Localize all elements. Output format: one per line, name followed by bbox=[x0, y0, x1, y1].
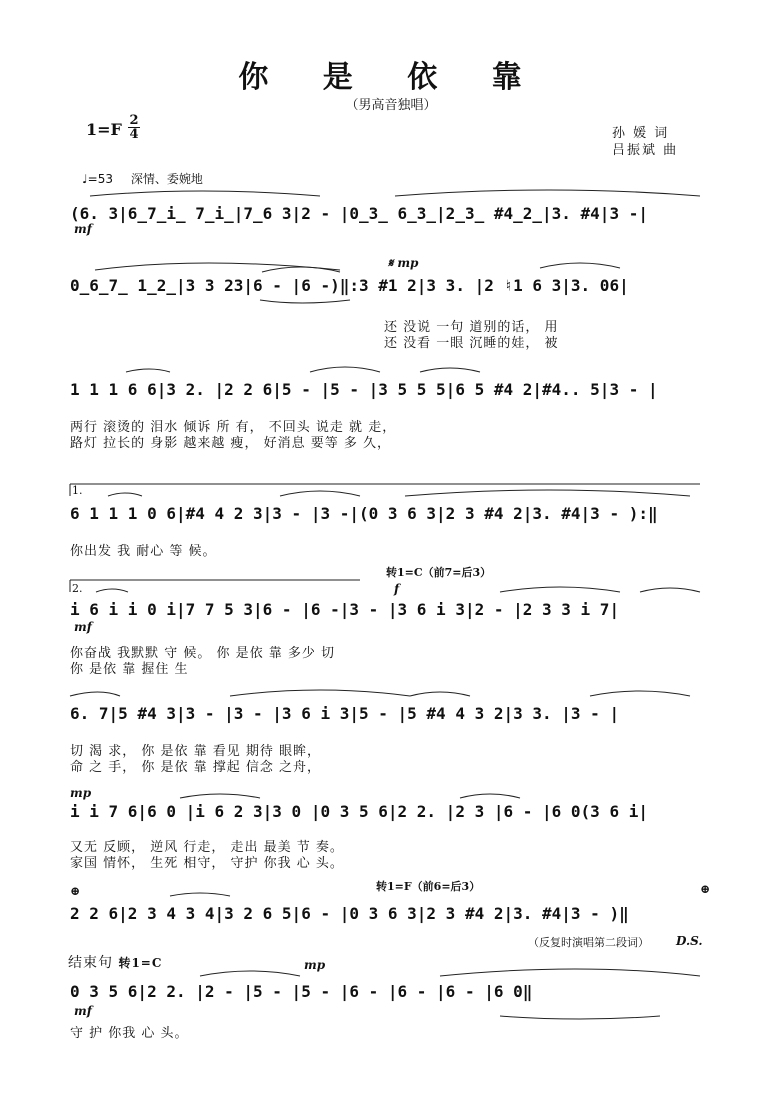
music-row-8: 2 2 6|2 3 4 3 4|3 2 6 5|6 - |0 3 6 3|2 3 #4 2|3. #4|3 - )‖ bbox=[70, 904, 629, 923]
dim-hairpin bbox=[260, 300, 350, 303]
dynamic-mp: mp bbox=[397, 256, 419, 270]
expression-text: 深情、委婉地 bbox=[130, 172, 203, 186]
coda-icon: ⊕ bbox=[70, 884, 81, 898]
dynamic-mp-2: mp bbox=[70, 786, 92, 800]
dynamic-mf: mf bbox=[74, 222, 92, 236]
lyric-row-9: 守 护 你我 心 头。 bbox=[70, 1026, 189, 1041]
slur-17 bbox=[170, 893, 230, 896]
tempo-mark bbox=[82, 170, 203, 187]
ending-label-text: 结束句 bbox=[68, 955, 113, 971]
tie-4 bbox=[410, 692, 470, 696]
music-row-5: i 6 i i 0 i|7 7 5 3|6 - |6 -|3 - |3 6 i 3|2 - |2 3 3 i 7| bbox=[70, 600, 620, 619]
volta-1: 1. bbox=[72, 484, 83, 497]
slur-14 bbox=[590, 691, 690, 696]
lyric-row-5b: 你 是依 靠 握住 生 bbox=[70, 662, 189, 677]
ending-label bbox=[68, 952, 162, 972]
music-row-6: 6. 7|5 #4 3|3 - |3 - |3 6 i 3|5 - |5 #4 4 3 2|3 3. |3 - | bbox=[70, 704, 620, 723]
slur-12 bbox=[70, 692, 120, 696]
dim-hairpin-2 bbox=[500, 1016, 660, 1019]
music-row-2: 0̲6̲7̲ 1̲2̲|3 3 23|6 - |6 -)‖:3 #1 2|3 3. |2 ♮1 6 3|3. 06| bbox=[70, 276, 629, 295]
lyric-row-3a: 两行 滚烫的 泪水 倾诉 所 有， 不回头 说走 就 走， bbox=[70, 420, 397, 435]
tie-3 bbox=[280, 491, 360, 496]
music-row-4: 6 1 1 1 0 6|#4 4 2 3|3 - |3 -|(0 3 6 3|2 3 #4 2|3. #4|3 - ):‖ bbox=[70, 504, 658, 523]
slur-3 bbox=[95, 263, 340, 270]
tie-2 bbox=[310, 367, 380, 372]
lyric-row-5a: 你奋战 我默默 守 候。 你 是依 靠 多少 切 bbox=[70, 646, 336, 661]
composer: 吕振斌 曲 bbox=[612, 143, 679, 158]
lyric-row-7a: 又无 反顾， 逆风 行走， 走出 最美 节 奏。 bbox=[70, 840, 344, 855]
slur-13 bbox=[230, 690, 410, 696]
lyric-row-6b: 命 之 手， 你 是依 靠 撑起 信念 之舟， bbox=[70, 760, 322, 775]
volta-2-bracket bbox=[70, 580, 360, 592]
music-row-3: 1 1 1 6 6|3 2. |2 2 6|5 - |5 - |3 5 5 5|6 5 #4 2|#4.. 5|3 - | bbox=[70, 380, 658, 399]
dynamic-mf-2: mf bbox=[74, 620, 92, 634]
slur-16 bbox=[460, 794, 520, 798]
slur-8 bbox=[405, 490, 690, 496]
segno-mp bbox=[388, 256, 418, 271]
lyric-row-2a: 还 没说 一句 道别的话， 用 bbox=[384, 320, 559, 335]
meter-top: 2 bbox=[129, 113, 139, 128]
modulation-to-f: 转1=F（前6=后3） bbox=[376, 880, 481, 893]
slur-2 bbox=[395, 190, 700, 196]
page-title: 你 是 依 靠 bbox=[238, 60, 544, 95]
music-row-1: (6. 3|6̲7̲i̲ 7̲i̲|7̲6 3|2 - |0̲3̲ 6̲3̲|2̲3̲ #4̲2̲|3. #4|3 -| bbox=[70, 204, 648, 223]
slur-7 bbox=[108, 493, 142, 496]
slur-18 bbox=[200, 971, 300, 976]
time-signature bbox=[128, 114, 140, 141]
repeat-note: （反复时演唱第二段词） bbox=[528, 936, 649, 949]
lyricist: 孙 媛 词 bbox=[612, 126, 670, 141]
slur-5 bbox=[126, 369, 170, 372]
key-signature: 1=F bbox=[86, 120, 122, 139]
volta-2: 2. bbox=[72, 582, 83, 595]
lyric-row-2b: 还 没看 一眼 沉睡的娃， 被 bbox=[384, 336, 559, 351]
slur-15 bbox=[180, 794, 260, 798]
tie-5 bbox=[440, 969, 700, 976]
music-row-9: 0 3 5 6|2 2. |2 - |5 - |5 - |6 - |6 - |6 - |6 0‖ bbox=[70, 982, 533, 1001]
lyric-row-6a: 切 渴 求， 你 是依 靠 看见 期待 眼眸， bbox=[70, 744, 322, 759]
segno-icon: 𝄋 bbox=[388, 256, 394, 270]
slur-9 bbox=[96, 589, 128, 592]
tempo-value: ♩=53 bbox=[82, 172, 113, 186]
slur-4 bbox=[540, 263, 620, 268]
lyric-row-3b: 路灯 拉长的 身影 越来越 瘦， 好消息 要等 多 久， bbox=[70, 436, 392, 451]
slur-11 bbox=[640, 588, 700, 592]
modulation-to-c: 转1=C（前7=后3） bbox=[386, 566, 492, 579]
tie-1 bbox=[262, 267, 340, 272]
meter-bottom: 4 bbox=[129, 127, 139, 142]
lyric-row-4: 你出发 我 耐心 等 候。 bbox=[70, 544, 217, 559]
dynamic-mf-3: mf bbox=[74, 1004, 92, 1018]
volta-1-bracket bbox=[70, 484, 700, 496]
slur-10 bbox=[500, 587, 620, 592]
subtitle: （男高音独唱） bbox=[345, 98, 437, 113]
slur-6 bbox=[420, 368, 480, 372]
dynamic-mp-3: mp bbox=[304, 958, 326, 972]
music-row-7: i i 7 6|6 0 |i 6 2 3|3 0 |0 3 5 6|2 2. |2 3 |6 - |6 0(3 6 i| bbox=[70, 802, 648, 821]
coda-icon-right: ⊕ bbox=[700, 882, 711, 896]
ds-mark: D.S. bbox=[676, 934, 703, 948]
slur-1 bbox=[90, 191, 320, 196]
ending-key: 转1=C bbox=[118, 956, 163, 970]
dynamic-f: f bbox=[394, 582, 400, 596]
lyric-row-7b: 家国 情怀， 生死 相守， 守护 你我 心 头。 bbox=[70, 856, 344, 871]
